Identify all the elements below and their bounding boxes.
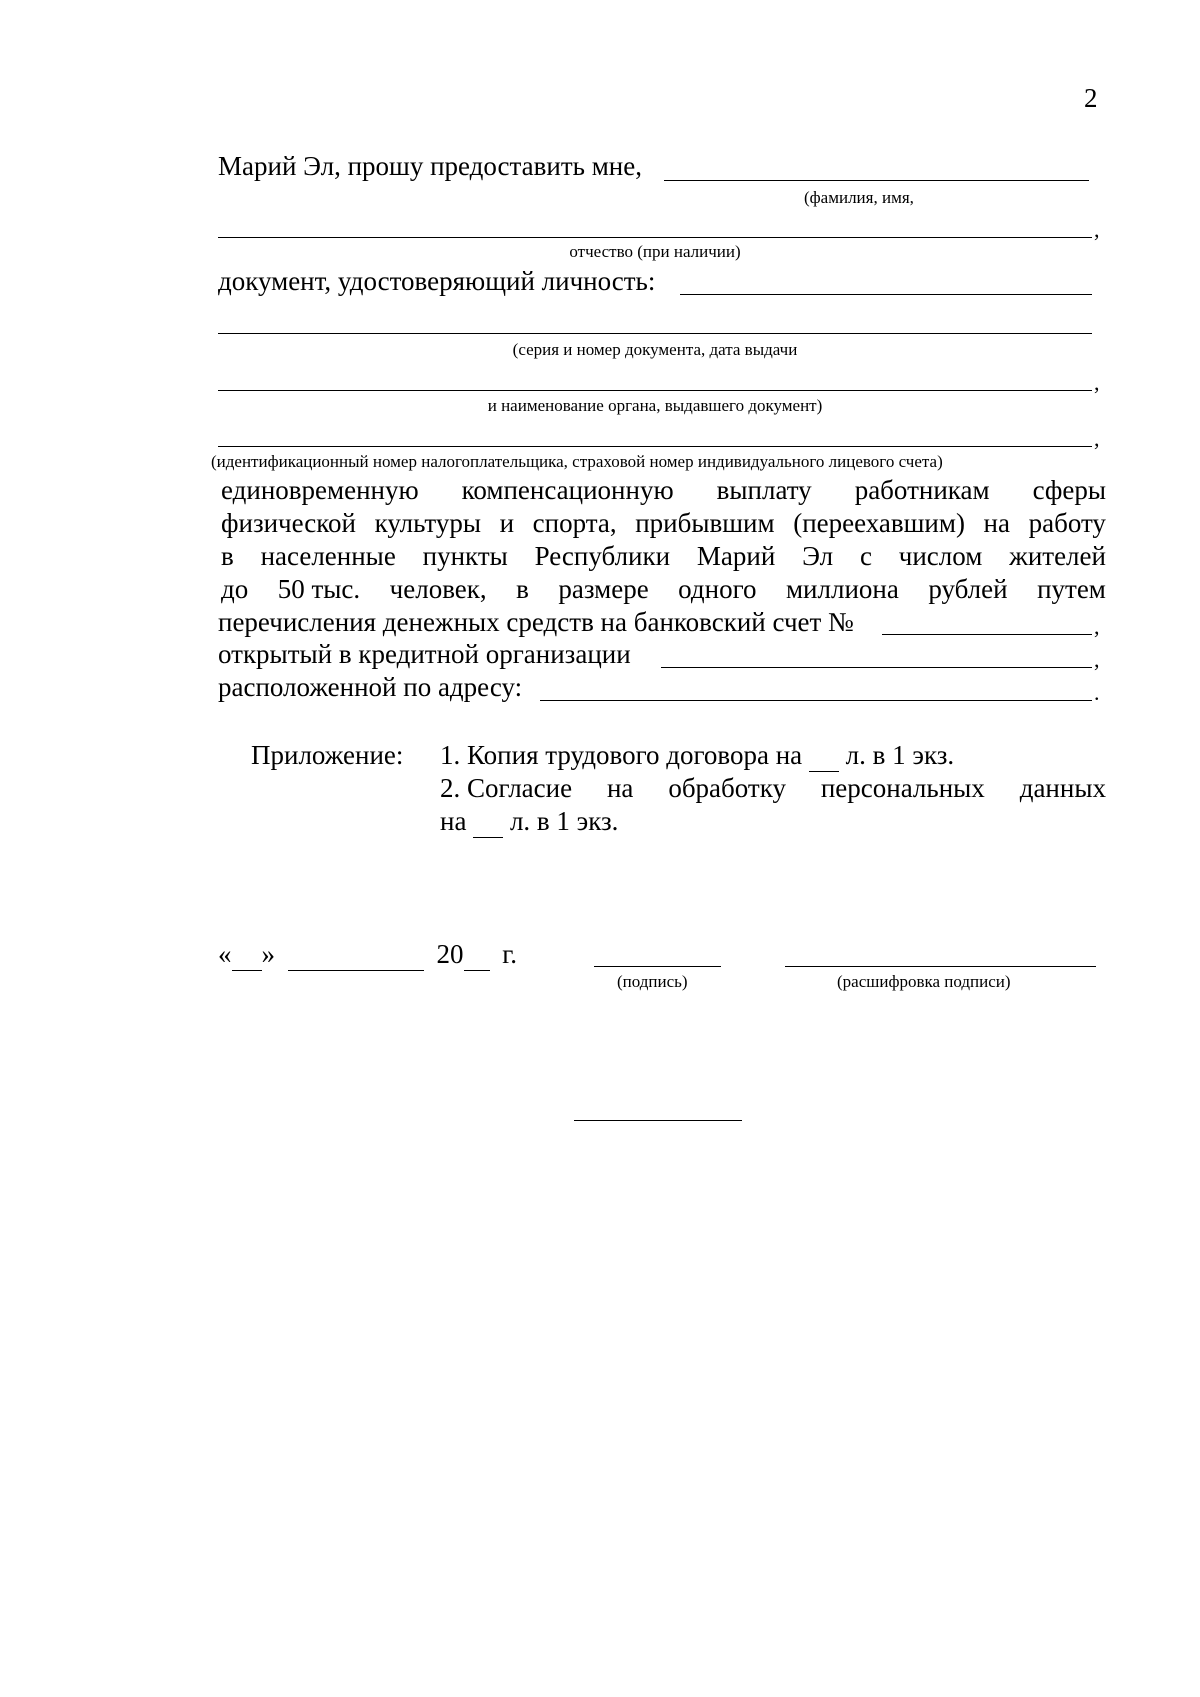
series-line[interactable]: [218, 333, 1092, 334]
word: населенные: [260, 541, 396, 571]
appendix-item-2: [440, 772, 1106, 804]
appendix-label: Приложение:: [251, 740, 404, 770]
appendix-item-1-text: 1. Копия трудового договора на: [440, 740, 803, 770]
word: 2. Согласие: [440, 773, 573, 803]
word: с: [859, 541, 872, 571]
word: работникам: [854, 475, 990, 505]
word: 50 тыс.: [277, 574, 361, 604]
appendix-item-1-tail: л. в 1 экз.: [845, 740, 955, 770]
appendix-item-2-text: на: [440, 806, 467, 836]
word: одного: [678, 574, 757, 604]
comma: ,: [1094, 370, 1100, 395]
word: обработку: [668, 773, 786, 803]
bank-line[interactable]: [661, 667, 1092, 668]
caption-name: (фамилия, имя,: [804, 188, 914, 207]
id-document-text: документ, удостоверяющий личность:: [218, 266, 656, 296]
caption-signature: (подпись): [617, 972, 688, 991]
word: (переехавшим): [793, 508, 965, 538]
word: в: [221, 541, 234, 571]
year-prefix: 20: [436, 939, 464, 969]
body-line-4: [221, 573, 1106, 605]
end-separator: [574, 1120, 742, 1121]
sheets-count-field[interactable]: [809, 739, 839, 772]
sheets-count-field[interactable]: [473, 805, 503, 838]
issuer-line[interactable]: [218, 390, 1092, 391]
comma: ,: [1094, 614, 1100, 639]
word: рублей: [928, 574, 1008, 604]
word: Республики: [534, 541, 671, 571]
year-field[interactable]: [464, 938, 490, 971]
appendix-item-2-tail: л. в 1 экз.: [509, 806, 619, 836]
word: Эл: [802, 541, 834, 571]
word: пункты: [422, 541, 508, 571]
word: в: [516, 574, 529, 604]
caption-patronymic: отчество (при наличии): [569, 242, 741, 261]
comma: ,: [1094, 647, 1100, 672]
inn-line[interactable]: [218, 446, 1092, 447]
account-text: перечисления денежных средств на банковский счет №: [218, 607, 854, 637]
word: на: [606, 773, 634, 803]
request-text: Марий Эл, прошу предоставить мне,: [218, 151, 642, 181]
word: работу: [1028, 508, 1106, 538]
word: числом: [898, 541, 983, 571]
word: культуры: [374, 508, 481, 538]
account-line[interactable]: [882, 634, 1092, 635]
id-document-line[interactable]: [680, 294, 1092, 295]
word: персональных: [820, 773, 985, 803]
quote-open: «: [218, 939, 232, 969]
word: жителей: [1009, 541, 1106, 571]
word: на: [983, 508, 1010, 538]
word: Марий: [696, 541, 776, 571]
word: прибывшим: [635, 508, 775, 538]
word: спорта,: [532, 508, 617, 538]
word: данных: [1019, 773, 1106, 803]
appendix-item-1: [440, 739, 954, 772]
address-line[interactable]: [540, 700, 1092, 701]
address-text: расположенной по адресу:: [218, 672, 523, 702]
date-field: [218, 938, 517, 971]
word: выплату: [716, 475, 812, 505]
word: и: [499, 508, 515, 538]
word: единовременную: [221, 475, 419, 505]
comma: ,: [1094, 217, 1100, 242]
bank-text: открытый в кредитной организации: [218, 639, 631, 669]
word: сферы: [1032, 475, 1106, 505]
signature-line[interactable]: [594, 966, 721, 967]
quote-close: »: [261, 939, 275, 969]
year-suffix: г.: [502, 939, 518, 969]
word: путем: [1037, 574, 1106, 604]
signature-decode-line[interactable]: [785, 966, 1096, 967]
word: компенсационную: [461, 475, 674, 505]
comma: ,: [1094, 426, 1100, 451]
month-field[interactable]: [288, 938, 424, 971]
day-field[interactable]: [232, 938, 262, 971]
word: физической: [221, 508, 356, 538]
caption-inn: (идентификационный номер налогоплательщика, страховой номер индивидуального лицевого счета): [211, 452, 943, 471]
caption-signature-decode: (расшифровка подписи): [837, 972, 1011, 991]
body-line-1: [221, 474, 1106, 506]
word: человек,: [389, 574, 487, 604]
name-line[interactable]: [664, 180, 1089, 181]
body-line-2: [221, 507, 1106, 539]
caption-series: (серия и номер документа, дата выдачи: [512, 340, 798, 359]
period: .: [1094, 680, 1100, 705]
word: размере: [558, 574, 649, 604]
word: до: [221, 574, 249, 604]
caption-issuer: и наименование органа, выдавшего документ): [487, 396, 823, 415]
word: миллиона: [785, 574, 899, 604]
body-line-3: [221, 540, 1106, 572]
appendix-item-2-cont: [440, 805, 618, 838]
patronymic-line[interactable]: [218, 237, 1092, 238]
page-number: 2: [1084, 83, 1098, 113]
